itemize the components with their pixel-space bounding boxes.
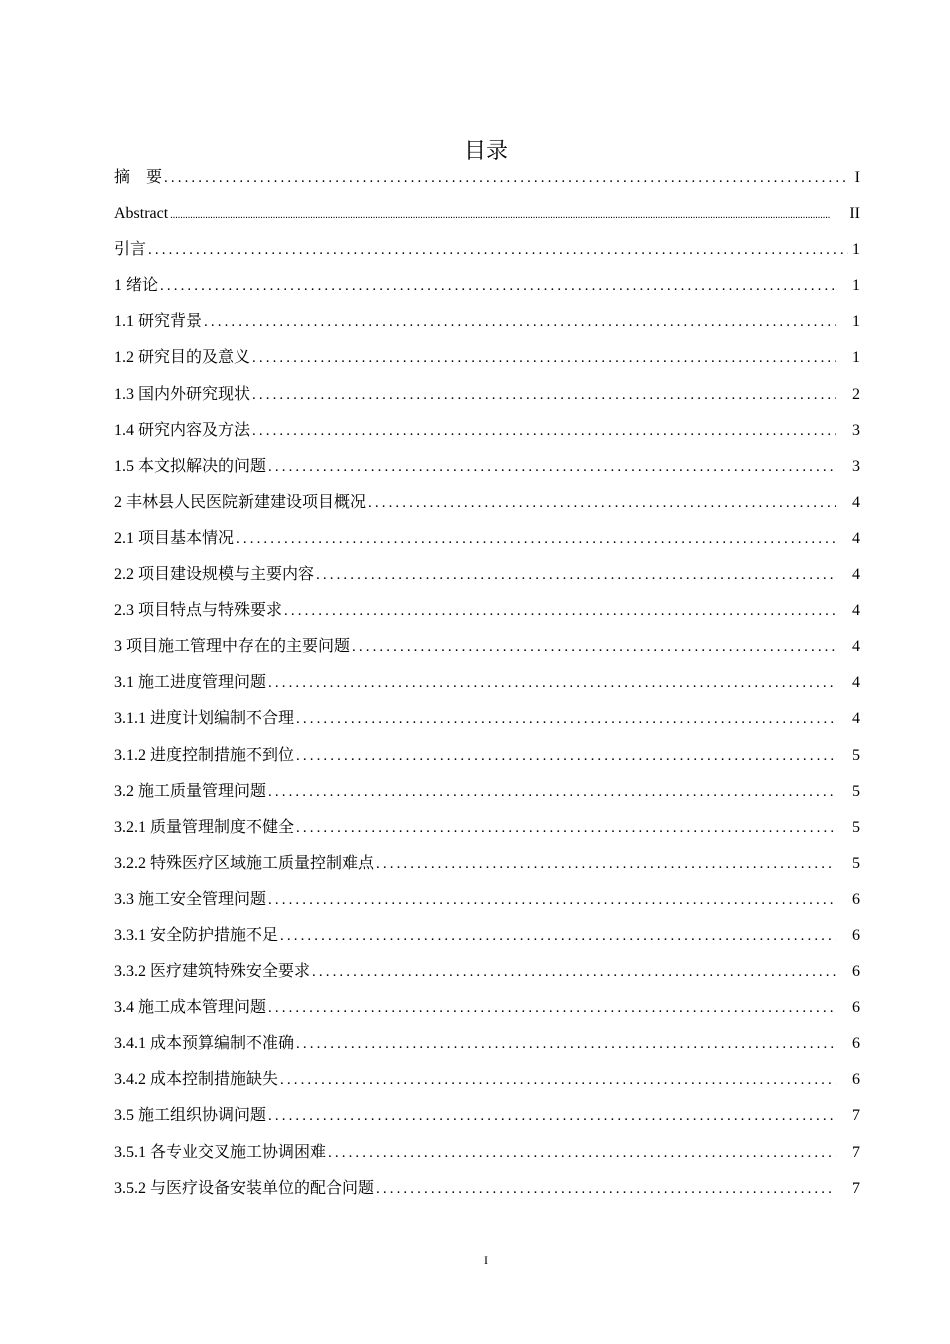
- toc-entry-page: I: [854, 169, 860, 186]
- toc-entry-page: 4: [852, 674, 860, 692]
- toc-entry-label: 3.4.2 成本控制措施缺失: [114, 1071, 279, 1089]
- toc-entry-page: 6: [852, 1071, 860, 1089]
- toc-entry-label: 3.2 施工质量管理问题: [114, 782, 267, 800]
- toc-list: [114, 163, 860, 1210]
- toc-leader-dots: [160, 271, 836, 301]
- toc-entry[interactable]: [114, 1065, 860, 1101]
- toc-entry[interactable]: [114, 307, 860, 343]
- toc-entry[interactable]: [114, 1138, 860, 1174]
- toc-entry[interactable]: [114, 921, 860, 957]
- toc-entry-label: 2.3 项目特点与特殊要求: [114, 602, 283, 620]
- toc-leader-dots: [268, 452, 836, 482]
- toc-entry-page: 1: [852, 241, 860, 259]
- toc-entry-page: 4: [852, 602, 860, 620]
- toc-title: 目录: [463, 138, 508, 164]
- toc-leader-dots: [268, 993, 836, 1023]
- toc-entry-page: 6: [852, 963, 860, 981]
- toc-entry-label: 3.4.1 成本预算编制不准确: [114, 1035, 295, 1053]
- toc-entry-page: 7: [852, 1107, 860, 1125]
- toc-entry[interactable]: [114, 452, 860, 488]
- toc-leader-dots: [316, 560, 836, 590]
- toc-entry-page: 4: [852, 529, 860, 547]
- toc-leader-dots: [170, 201, 836, 231]
- toc-entry[interactable]: [114, 957, 860, 993]
- toc-entry[interactable]: [114, 813, 860, 849]
- toc-leader-dots: [312, 957, 836, 987]
- toc-leader-dots: [164, 163, 848, 193]
- toc-entry[interactable]: [114, 885, 860, 921]
- toc-entry[interactable]: [114, 741, 860, 777]
- toc-entry[interactable]: [114, 1174, 860, 1210]
- toc-leader-dots: [368, 488, 836, 518]
- toc-entry-page: 3: [852, 457, 860, 475]
- toc-entry-label: 3.2.2 特殊医疗区域施工质量控制难点: [114, 854, 375, 872]
- toc-entry-page: 1: [852, 277, 860, 295]
- toc-leader-dots: [252, 380, 836, 410]
- toc-entry-label: 3.1.1 进度计划编制不合理: [114, 710, 295, 728]
- toc-leader-dots: [328, 1138, 836, 1168]
- toc-entry-page: 6: [852, 890, 860, 908]
- toc-leader-dots: [236, 524, 836, 554]
- toc-leader-dots: [376, 849, 836, 879]
- toc-entry-page: 3: [852, 421, 860, 439]
- toc-leader-dots: [296, 704, 836, 734]
- toc-leader-dots: [268, 1101, 836, 1131]
- toc-entry[interactable]: [114, 343, 860, 379]
- toc-entry-page: 7: [852, 1179, 860, 1197]
- toc-entry[interactable]: [114, 163, 860, 199]
- toc-entry[interactable]: [114, 199, 860, 235]
- toc-leader-dots: [376, 1174, 836, 1204]
- toc-leader-dots: [280, 921, 836, 951]
- toc-leader-dots: [204, 307, 836, 337]
- toc-entry[interactable]: [114, 235, 860, 271]
- toc-entry-label: 1.5 本文拟解决的问题: [114, 457, 267, 475]
- toc-leader-dots: [148, 235, 848, 265]
- toc-leader-dots: [252, 416, 836, 446]
- toc-entry-page: 6: [852, 1035, 860, 1053]
- toc-entry[interactable]: [114, 777, 860, 813]
- toc-entry[interactable]: [114, 849, 860, 885]
- toc-entry-page: 2: [852, 385, 860, 403]
- toc-leader-dots: [296, 741, 836, 771]
- toc-entry[interactable]: [114, 993, 860, 1029]
- toc-entry-label: 引言: [114, 241, 147, 259]
- toc-entry-page: 5: [852, 818, 860, 836]
- toc-entry-label: 3.5.2 与医疗设备安装单位的配合问题: [114, 1179, 375, 1197]
- toc-entry[interactable]: [114, 1101, 860, 1137]
- toc-entry-label: 2 丰林县人民医院新建建设项目概况: [114, 493, 367, 511]
- toc-leader-dots: [252, 343, 836, 373]
- toc-entry[interactable]: [114, 1029, 860, 1065]
- toc-entry-page: 5: [852, 854, 860, 872]
- toc-leader-dots: [280, 1065, 836, 1095]
- toc-entry-page: 1: [852, 313, 860, 331]
- toc-leader-dots: [296, 813, 836, 843]
- toc-entry-page: 5: [852, 746, 860, 764]
- toc-entry-label: 3.5.1 各专业交叉施工协调困难: [114, 1143, 327, 1161]
- page-number: I: [484, 1253, 488, 1267]
- toc-entry-label: 3.1.2 进度控制措施不到位: [114, 746, 295, 764]
- toc-entry-label: 3.1 施工进度管理问题: [114, 674, 267, 692]
- toc-entry-label: 1 绪论: [114, 277, 159, 295]
- toc-entry[interactable]: [114, 271, 860, 307]
- toc-entry-label: 3.2.1 质量管理制度不健全: [114, 818, 295, 836]
- toc-entry-page: 4: [852, 638, 860, 656]
- toc-leader-dots: [284, 596, 836, 626]
- toc-entry-label: 1.2 研究目的及意义: [114, 349, 251, 367]
- toc-entry-label: 3.5 施工组织协调问题: [114, 1107, 267, 1125]
- toc-leader-dots: [268, 668, 836, 698]
- toc-leader-dots: [296, 1029, 836, 1059]
- toc-entry-page: 4: [852, 493, 860, 511]
- toc-entry-label: 摘 要: [114, 169, 163, 186]
- toc-entry-label: 3.3.2 医疗建筑特殊安全要求: [114, 963, 311, 981]
- toc-entry-page: 6: [852, 999, 860, 1017]
- toc-entry[interactable]: [114, 416, 860, 452]
- toc-entry-page: 1: [852, 349, 860, 367]
- toc-entry[interactable]: [114, 668, 860, 704]
- toc-entry[interactable]: [114, 380, 860, 416]
- toc-entry[interactable]: [114, 596, 860, 632]
- toc-entry-page: 4: [852, 710, 860, 728]
- toc-entry-label: 1.1 研究背景: [114, 313, 203, 331]
- toc-entry-label: 3.3 施工安全管理问题: [114, 890, 267, 908]
- toc-leader-dots: [268, 777, 836, 807]
- toc-entry-label: 2.1 项目基本情况: [114, 529, 235, 547]
- toc-entry-page: 6: [852, 926, 860, 944]
- toc-entry-page: 4: [852, 566, 860, 584]
- toc-entry-label: Abstract: [114, 205, 169, 223]
- toc-entry[interactable]: [114, 560, 860, 596]
- toc-entry-page: 5: [852, 782, 860, 800]
- toc-entry[interactable]: [114, 488, 860, 524]
- toc-entry-page: II: [849, 205, 860, 223]
- toc-entry-label: 2.2 项目建设规模与主要内容: [114, 566, 315, 584]
- toc-entry-page: 7: [852, 1143, 860, 1161]
- toc-entry[interactable]: [114, 524, 860, 560]
- toc-entry-label: 3.3.1 安全防护措施不足: [114, 926, 279, 944]
- toc-entry-label: 1.4 研究内容及方法: [114, 421, 251, 439]
- toc-entry[interactable]: [114, 632, 860, 668]
- toc-entry-label: 1.3 国内外研究现状: [114, 385, 251, 403]
- toc-entry-label: 3.4 施工成本管理问题: [114, 999, 267, 1017]
- toc-leader-dots: [352, 632, 836, 662]
- toc-leader-dots: [268, 885, 836, 915]
- toc-entry[interactable]: [114, 704, 860, 740]
- toc-entry-label: 3 项目施工管理中存在的主要问题: [114, 638, 351, 656]
